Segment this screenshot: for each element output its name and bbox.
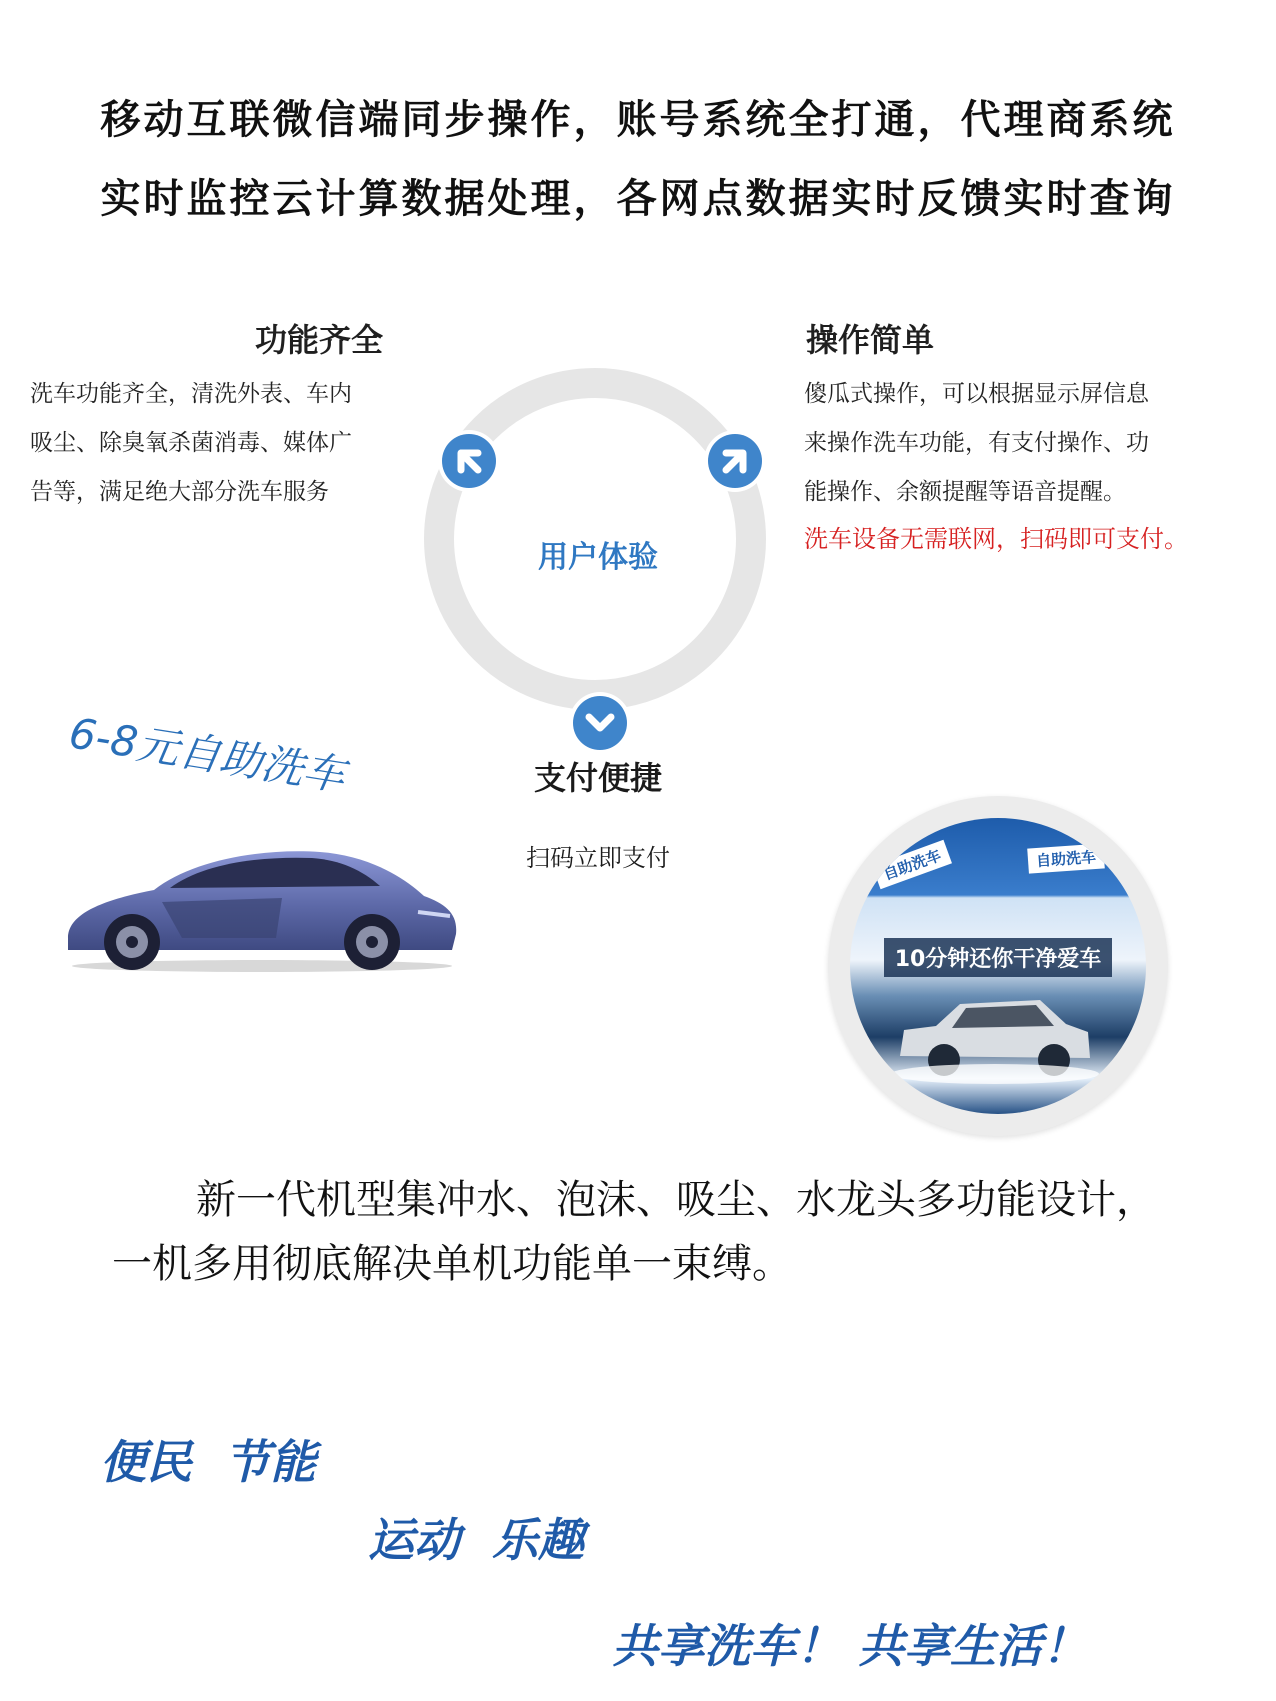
sports-car-image bbox=[62, 842, 462, 974]
feature-line: 能操作、余额提醒等语音提醒。 bbox=[804, 479, 1126, 505]
chevron-down-icon bbox=[573, 696, 627, 750]
description-line-2: 一机多用彻底解决单机功能单一束缚。 bbox=[112, 1241, 792, 1287]
feature-line: 告等，满足绝大部分洗车服务 bbox=[30, 479, 329, 505]
sign-left: 自助洗车 bbox=[872, 840, 952, 889]
car-wash-photo bbox=[850, 818, 1146, 1114]
header-line-2: 实时监控云计算数据处理，各网点数据实时反馈实时查询 bbox=[100, 175, 1176, 222]
feature-note: 洗车设备无需联网，扫码即可支付。 bbox=[804, 525, 1188, 553]
feature-line: 来操作洗车功能，有支付操作、功 bbox=[804, 430, 1149, 456]
description-line-1: 新一代机型集冲水、泡沫、吸尘、水龙头多功能设计， bbox=[196, 1177, 1156, 1223]
car-wash-photo-frame bbox=[828, 796, 1168, 1136]
feature-text-payment: 扫码立即支付 bbox=[526, 844, 670, 872]
price-tag: 6-8元自助洗车 bbox=[65, 708, 349, 801]
feature-line: 洗车功能齐全，清洗外表、车内 bbox=[30, 381, 352, 407]
header-line-1: 移动互联微信端同步操作，账号系统全打通，代理商系统 bbox=[100, 96, 1176, 143]
arrow-up-right-icon bbox=[708, 434, 762, 488]
feature-title-payment: 支付便捷 bbox=[533, 759, 662, 797]
slogan-row-2: 运动 乐趣 bbox=[368, 1513, 585, 1567]
feature-title-simple: 操作简单 bbox=[806, 321, 935, 359]
arrow-up-left-icon bbox=[442, 434, 496, 488]
sign-right: 自助洗车 bbox=[1027, 843, 1105, 873]
suv-image bbox=[890, 986, 1100, 1086]
feature-title-complete: 功能齐全 bbox=[255, 321, 384, 359]
feature-line: 吸尘、除臭氧杀菌消毒、媒体广 bbox=[30, 430, 352, 456]
feature-text-complete bbox=[30, 370, 352, 517]
photo-banner: 10分钟还你干净爱车 bbox=[884, 938, 1112, 977]
ring-center-label: 用户体验 bbox=[538, 540, 658, 575]
feature-text-simple bbox=[804, 370, 1188, 554]
feature-line: 傻瓜式操作，可以根据显示屏信息 bbox=[804, 381, 1149, 407]
slogan-row-1: 便民 节能 bbox=[100, 1435, 317, 1489]
slogan-final: 共享洗车！ 共享生活！ bbox=[612, 1619, 1089, 1673]
